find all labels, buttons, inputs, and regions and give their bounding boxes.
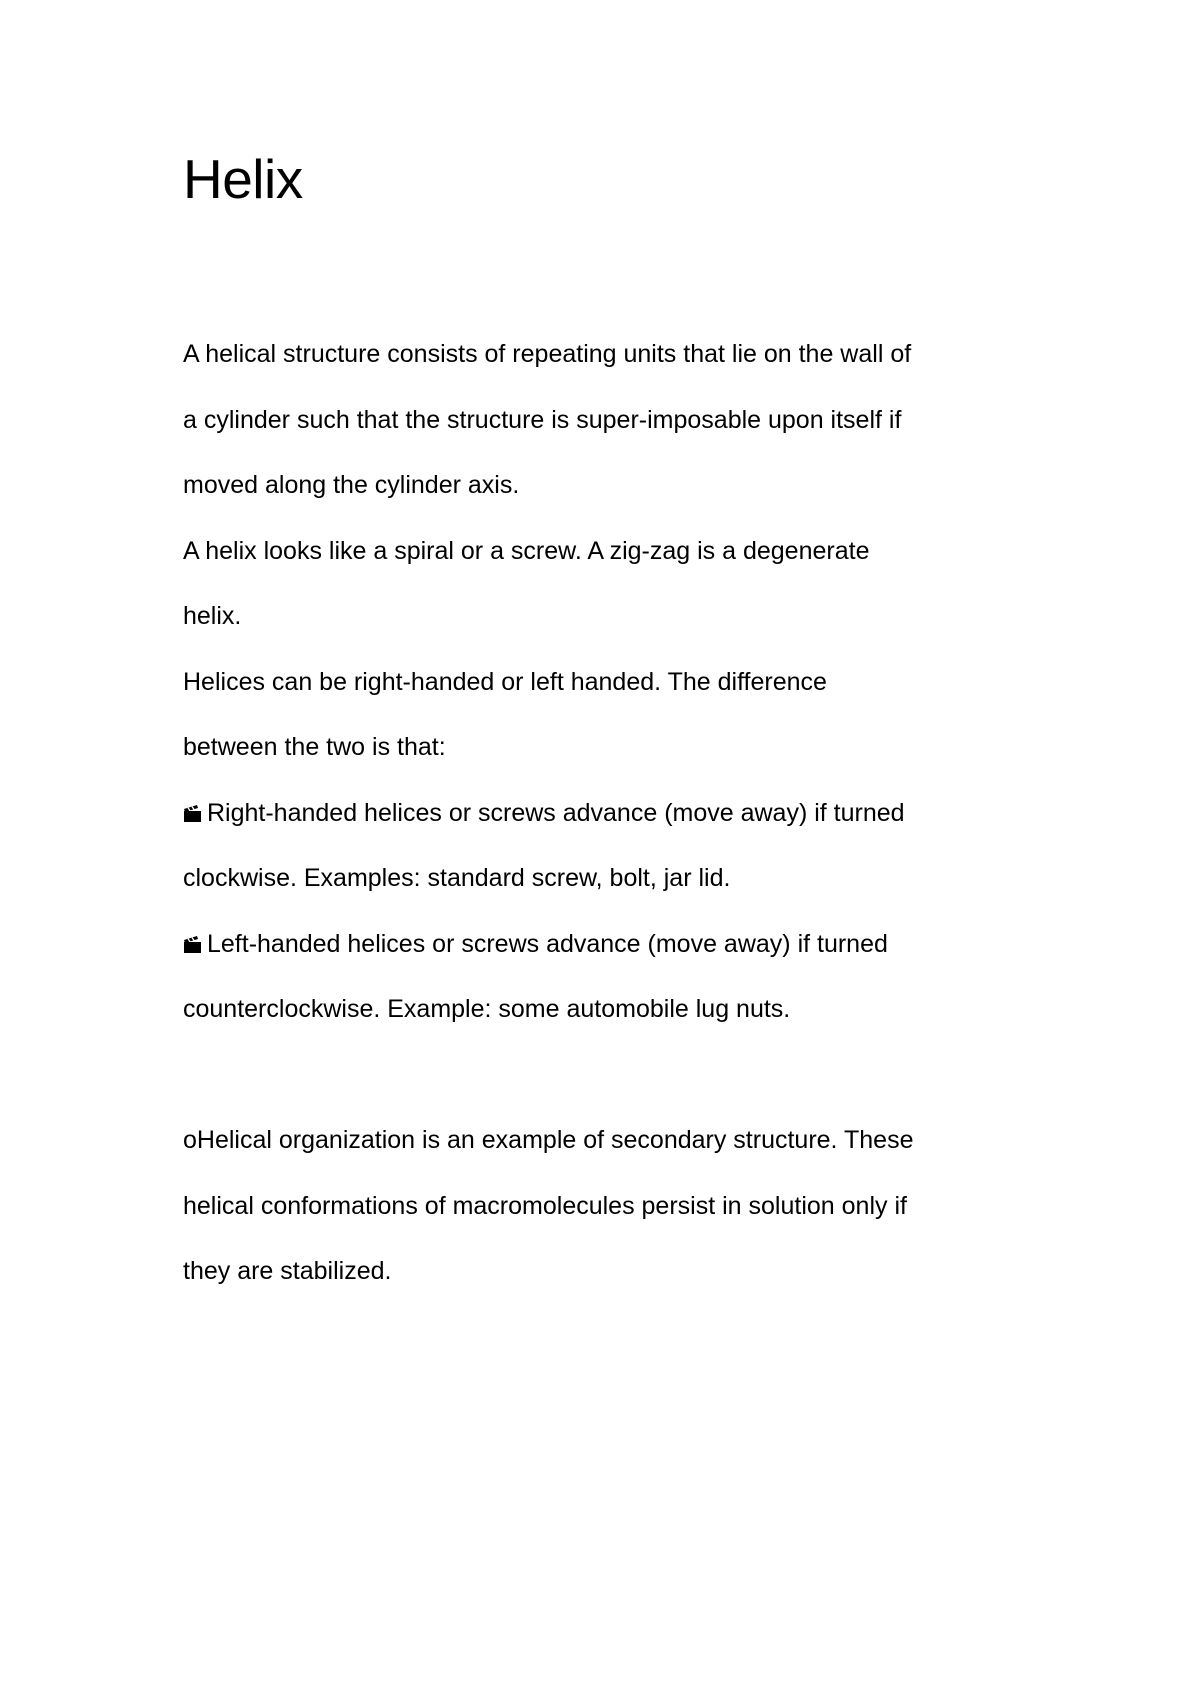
- bullet-line: [183, 781, 1043, 847]
- text-line: helical conformations of macromolecules persist in solution only if: [183, 1191, 907, 1220]
- text-line: they are stabilized.: [183, 1257, 392, 1285]
- bullet-text: Right-handed helices or screws advance (move away) if turned: [207, 798, 905, 827]
- text-line: helix.: [183, 602, 242, 630]
- text-line: Helices can be right-handed or left handed. The difference: [183, 667, 827, 696]
- bullet-right-handed: [183, 781, 1043, 912]
- bullet-left-handed: [183, 912, 1043, 1043]
- bullet-text: Left-handed helices or screws advance (move away) if turned: [207, 929, 888, 958]
- text-line: oHelical organization is an example of secondary structure. These: [183, 1126, 914, 1154]
- text-line: between the two is that:: [183, 733, 446, 761]
- text-line: counterclockwise. Example: some automobile lug nuts.: [183, 995, 791, 1023]
- text-line: clockwise. Examples: standard screw, bolt, jar lid.: [183, 864, 731, 892]
- page-title: Helix: [183, 148, 303, 210]
- spacer: [183, 1043, 1043, 1109]
- paragraph-spiral: [183, 519, 1043, 650]
- paragraph-handedness: [183, 650, 1043, 781]
- text-line: A helix looks like a spiral or a screw. A zig-zag is a degenerate: [183, 536, 870, 565]
- text-line: moved along the cylinder axis.: [183, 471, 520, 499]
- paragraph-secondary-structure: [183, 1108, 1043, 1305]
- bullet-line: [183, 912, 1043, 978]
- text-line: A helical structure consists of repeating units that lie on the wall of: [183, 340, 912, 368]
- clapperboard-icon: [183, 935, 202, 954]
- clapperboard-icon: [183, 804, 202, 823]
- paragraph-definition: [183, 322, 1043, 519]
- document-body: [183, 322, 1043, 1305]
- text-line: a cylinder such that the structure is super-imposable upon itself if: [183, 405, 902, 434]
